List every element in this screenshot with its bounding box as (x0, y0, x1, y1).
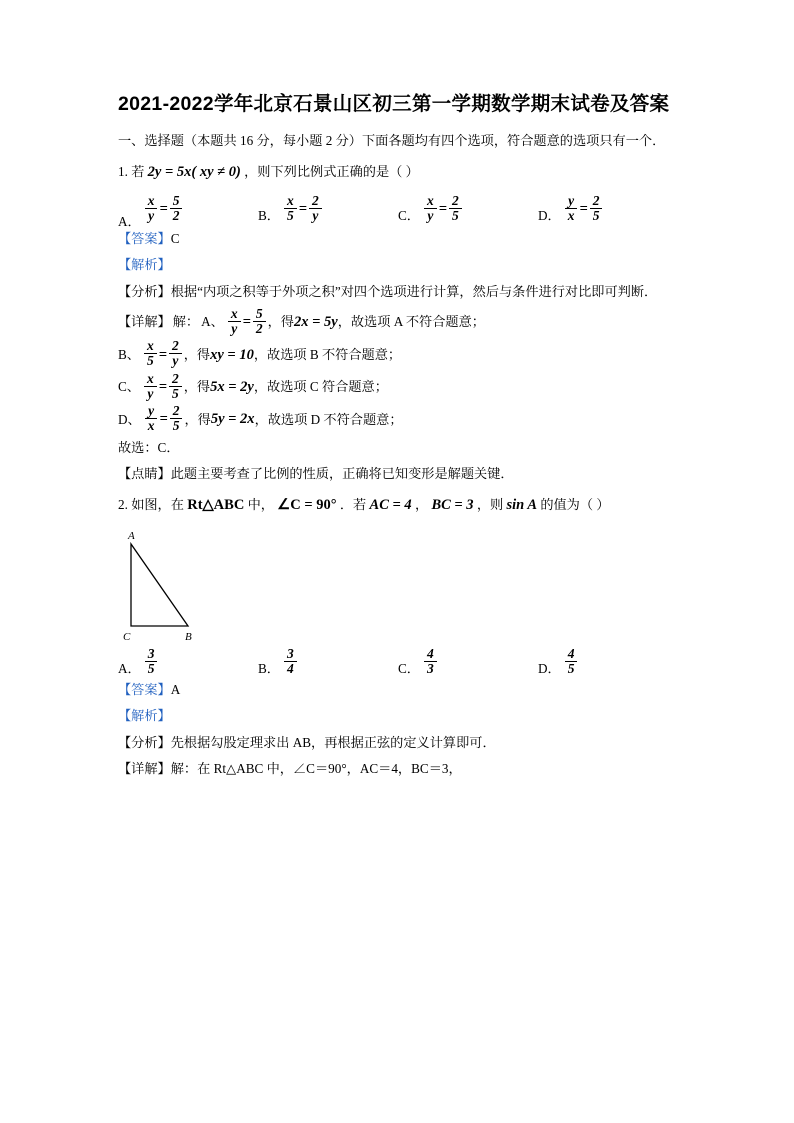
q2-detail (118, 758, 678, 779)
q1-answer-line (118, 228, 678, 249)
q1-step-b-line: B、 $\frac{x}{5}$ = $\frac{2}{y}$ ，得 xy = 10 ，故选项 B 不符合题意； (118, 338, 402, 369)
q1-step-a-rhs: $\frac{5}{2}$ (253, 307, 266, 336)
q1-conclusion: 故选：C． (118, 439, 180, 455)
q1-step-b-rhs: $\frac{2}{y}$ (169, 339, 182, 368)
q2-stem-p1: 如图，在 (131, 496, 184, 512)
figure-label-a: A (128, 529, 135, 542)
q1-step-d-result: 5y = 2x (210, 411, 255, 428)
document-content (118, 90, 678, 784)
q1-option-a-lhs: $\frac{x}{y}$ (145, 194, 158, 223)
q1-step-d-tag: D、 (118, 411, 141, 427)
q2-detail-text: 解：在 Rt△ABC 中，∠C＝90°，AC＝4，BC＝3， (170, 761, 462, 777)
detail-label-2: 【详解】 (118, 761, 171, 777)
q1-option-a-rhs: $\frac{5}{2}$ (170, 194, 183, 223)
q2-option-d-value: $\frac{4}{5}$ (565, 647, 578, 676)
q1-option-c-rhs: $\frac{2}{5}$ (449, 194, 462, 223)
q2-stem-p4: ， (414, 496, 429, 512)
q1-analysis-text: 根据“内项之积等于外项之积”对四个选项进行计算，然后与条件进行对比即可判断． (170, 283, 658, 299)
q1-step-a-tag: A、 (201, 314, 224, 330)
q1-option-b[interactable]: B． $\frac{x}{5}$ = $\frac{2}{y}$ (258, 195, 398, 224)
q2-answer-line (118, 679, 678, 700)
q1-number: 1. (118, 163, 128, 179)
q2-options (118, 645, 678, 677)
q1-step-d-lhs: $\frac{y}{x}$ (145, 404, 158, 433)
q1-analysis-header: 【解析】 (118, 257, 171, 273)
q1-option-c-label: C． (398, 207, 420, 223)
q1-option-c-lhs: $\frac{x}{y}$ (424, 194, 437, 223)
q1-step-b-tail: ，故选项 B 不符合题意； (253, 346, 402, 362)
q2-stem-m1: Rt△ABC (187, 496, 245, 513)
figure-label-b: B (185, 630, 192, 643)
q1-option-b-label: B． (258, 207, 280, 223)
q1-stem-math: 2y = 5x( xy ≠ 0) (147, 163, 241, 180)
q2-option-c-value: $\frac{4}{3}$ (424, 647, 437, 676)
q2-option-c-label: C． (398, 660, 420, 676)
q2-stem-m4: BC = 3 (431, 496, 474, 513)
q1-step-b-mid: ，得 (183, 346, 211, 362)
q1-step-c-lhs: $\frac{x}{y}$ (144, 372, 157, 401)
q2-stem-p3: ．若 (339, 496, 367, 512)
question-2-stem (118, 491, 678, 520)
q2-stem-p6: 的值为（ ） (540, 496, 610, 512)
q1-option-c[interactable]: C． $\frac{x}{y}$ = $\frac{2}{5}$ (398, 195, 538, 224)
q1-step-c-line: C、 $\frac{x}{y}$ = $\frac{2}{5}$ ，得 5x = 2y ，故选项 C 符合题意； (118, 370, 388, 401)
page-title: 2021-2022学年北京石景山区初三第一学期数学期末试卷及答案 (118, 93, 670, 115)
q2-option-b-value: $\frac{3}{4}$ (284, 647, 297, 676)
q2-option-d[interactable] (538, 645, 678, 677)
q1-step-c-result: 5x = 2y (210, 378, 254, 395)
q2-analysis-header: 【解析】 (118, 708, 171, 724)
q1-stem-prefix: 若 (131, 163, 145, 179)
q2-figure (118, 526, 678, 644)
q1-detail-lead-line: 【详解】 解： A、 $\frac{x}{y}$ = $\frac{5}{2}$ ，得 2x = 5y ，故选项 A 不符合题意； (118, 305, 485, 336)
q1-detail-lead: 解： (172, 314, 200, 330)
answer-label: 【答案】 (118, 230, 171, 246)
detail-label: 【详解】 (118, 314, 171, 330)
q2-option-a-label: A． (118, 660, 141, 676)
q2-option-d-label: D． (538, 660, 561, 676)
q1-step-d-mid: ，得 (184, 411, 211, 427)
q1-option-d-lhs: $\frac{y}{x}$ (565, 194, 578, 223)
q1-step-c-tag: C、 (118, 379, 140, 395)
q2-answer-value: A (170, 681, 181, 697)
q2-option-b-label: B． (258, 660, 280, 676)
section-intro: 一、选择题（本题共 16 分，每小题 2 分）下面各题均有四个选项，符合题意的选项只有一个． (118, 133, 666, 149)
q2-analysis-text: 先根据勾股定理求出 AB，再根据正弦的定义计算即可． (170, 734, 496, 750)
q2-option-b[interactable] (258, 645, 398, 677)
q1-step-d-tail: ，故选项 D 不符合题意； (254, 411, 403, 427)
q1-insight-text: 此题主要考查了比例的性质，正确将已知变形是解题关键． (170, 466, 514, 482)
q1-step-b-tag: B、 (118, 346, 140, 362)
q2-option-a-value: $\frac{3}{5}$ (145, 647, 158, 676)
q2-number: 2. (118, 496, 128, 512)
q1-stem-suffix: ，则下列比例式正确的是（ ） (244, 163, 419, 179)
q2-stem-p5: ，则 (476, 496, 504, 512)
analysis-label-2: 【分析】 (118, 734, 171, 750)
q1-step-d-line: D、 $\frac{y}{x}$ = $\frac{2}{5}$ ，得 5y = 2x ，故选项 D 不符合题意； (118, 402, 403, 434)
q1-option-a-label: A． (118, 213, 141, 229)
q1-option-d-label: D． (538, 207, 561, 223)
q1-step-c-tail: ，故选项 C 符合题意； (253, 379, 388, 395)
q1-option-d-rhs: $\frac{2}{5}$ (590, 194, 603, 223)
q1-analysis (118, 281, 678, 302)
q2-stem-m5: sin A (506, 496, 538, 513)
q1-step-a-result: 2x = 5y (293, 314, 338, 331)
q1-step-a-tail: ，故选项 A 不符合题意； (337, 314, 485, 330)
q1-option-b-lhs: $\frac{x}{5}$ (284, 194, 297, 223)
q2-stem-m2: ∠C = 90° (277, 496, 337, 513)
q1-answer-value: C (170, 230, 180, 246)
q1-option-a[interactable]: A． $\frac{x}{y}$ = $\frac{5}{2}$ (118, 195, 258, 224)
q2-stem-p2: 中， (247, 496, 274, 512)
analysis-label: 【分析】 (118, 283, 171, 299)
q1-option-d[interactable]: D． $\frac{y}{x}$ = $\frac{2}{5}$ (538, 195, 678, 224)
q1-step-c-rhs: $\frac{2}{5}$ (169, 372, 182, 401)
q1-step-b-lhs: $\frac{x}{5}$ (144, 339, 157, 368)
q2-stem-m3: AC = 4 (369, 496, 412, 513)
question-1-stem (118, 158, 678, 187)
right-triangle-figure (118, 526, 228, 644)
q1-insight (118, 463, 678, 484)
q1-step-b-result: xy = 10 (210, 346, 254, 363)
q2-option-a[interactable] (118, 645, 258, 677)
q1-step-a-lhs: $\frac{x}{y}$ (228, 307, 241, 336)
answer-label-2: 【答案】 (118, 681, 171, 697)
insight-label: 【点睛】 (118, 466, 171, 482)
q2-option-c[interactable] (398, 645, 538, 677)
q2-analysis (118, 732, 678, 753)
figure-label-c: C (123, 630, 131, 643)
q1-option-b-rhs: $\frac{2}{y}$ (309, 194, 322, 223)
q1-step-c-mid: ，得 (183, 379, 211, 395)
q1-step-a-mid: ，得 (267, 314, 294, 330)
q1-options (118, 192, 678, 229)
q1-step-d-rhs: $\frac{2}{5}$ (170, 404, 183, 433)
